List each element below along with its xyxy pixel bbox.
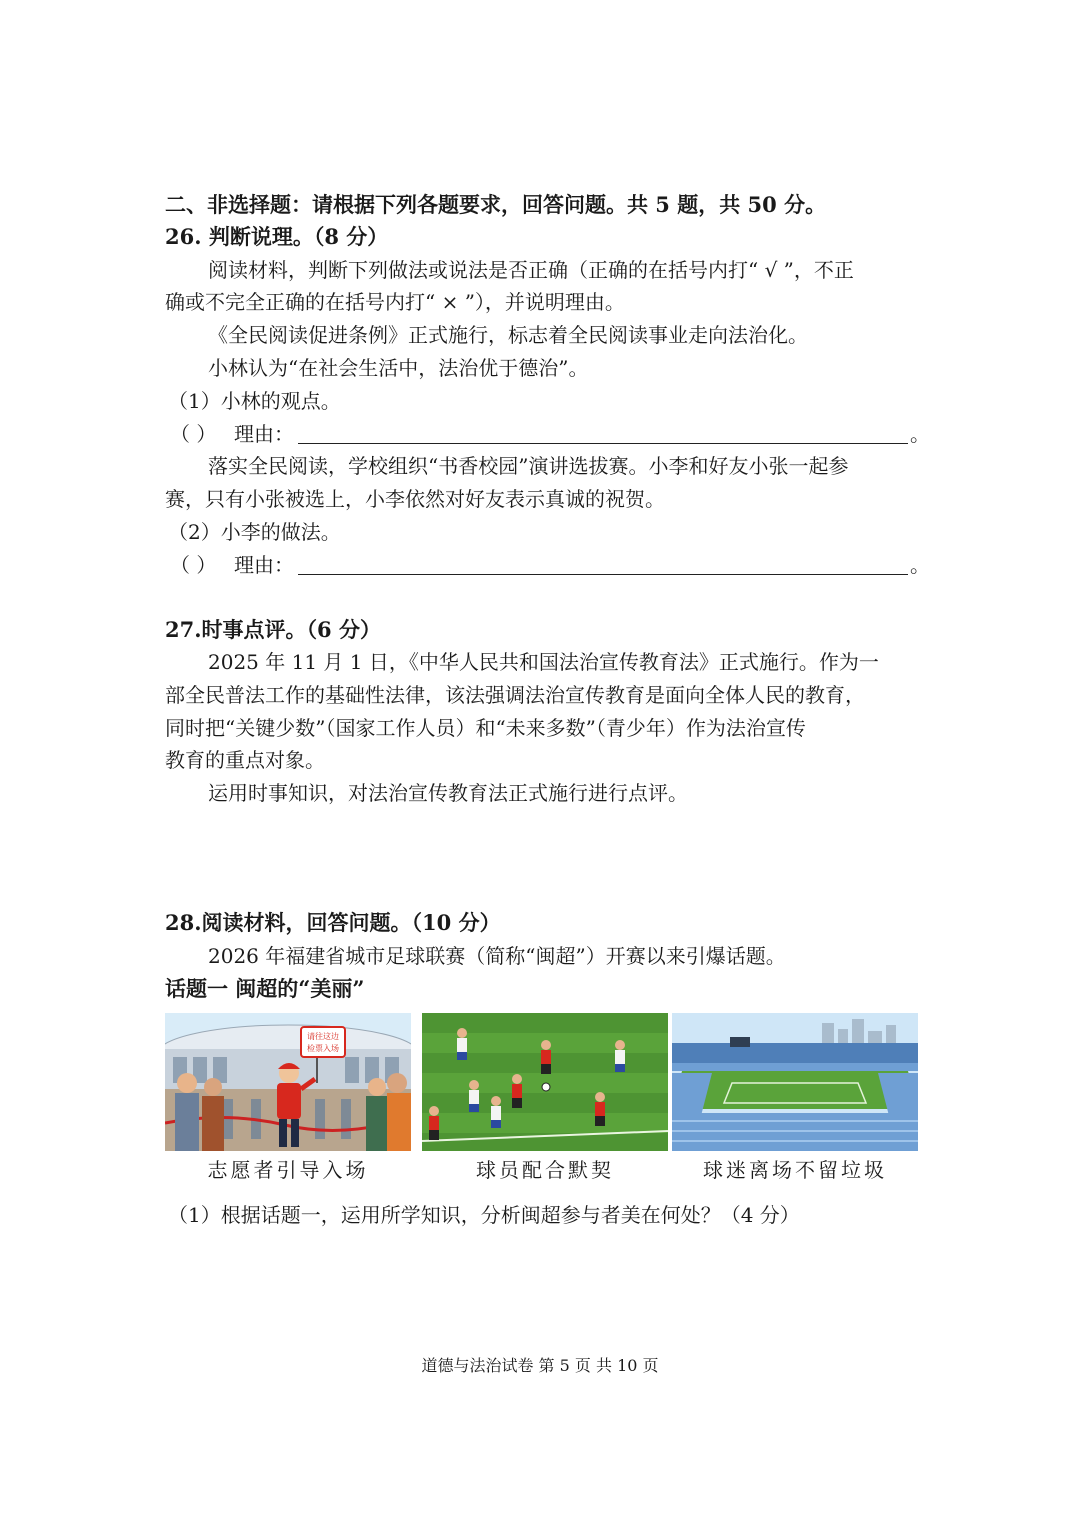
stadium-illustration (672, 1013, 918, 1151)
reason-label: 理由： (234, 553, 294, 577)
q26-sub2: （2）小李的做法。 (168, 520, 341, 544)
q27-paragraph-line2: 部全民普法工作的基础性法律，该法强调法治宣传教育是面向全体人民的教育， (165, 683, 865, 707)
q26-answer-row-1[interactable] (170, 419, 930, 449)
q27-paragraph-line3: 同时把“关键少数”（国家工作人员）和“未来多数”（青少年）作为法治宣传 (165, 716, 806, 740)
reason-label: 理由： (234, 422, 294, 446)
q26-intro-line1: 阅读材料，判断下列做法或说法是否正确（正确的在括号内打“ √ ”，不正 (208, 258, 854, 282)
answer-underline[interactable] (298, 574, 908, 575)
football (542, 1083, 550, 1091)
q26-material2-line2: 赛，只有小张被选上，小李依然对好友表示真诚的祝贺。 (165, 487, 665, 511)
q28-title: 28.阅读材料，回答问题。（10 分） (165, 910, 501, 935)
answer-underline[interactable] (298, 443, 908, 444)
q26-sub1: （1）小林的观点。 (168, 389, 341, 413)
sign-text-line1: 请往这边 (307, 1032, 339, 1041)
caption-players: 球员配合默契 (476, 1158, 614, 1182)
section-heading: 二、非选择题：请根据下列各题要求，回答问题。共 5 题，共 50 分。 (165, 192, 827, 217)
judgement-parentheses[interactable]: （ ） (170, 553, 217, 577)
q28-intro: 2026 年福建省城市足球联赛（简称“闽超”）开赛以来引爆话题。 (208, 944, 786, 968)
q27-paragraph-line4: 教育的重点对象。 (165, 748, 325, 772)
caption-fans: 球迷离场不留垃圾 (703, 1158, 887, 1182)
sign-text-line2: 检票入场 (307, 1044, 339, 1053)
q26-answer-row-2[interactable] (170, 550, 930, 580)
q26-intro-line2: 确或不完全正确的在括号内打“ × ”），并说明理由。 (165, 290, 625, 314)
q26-material2-line1: 落实全民阅读，学校组织“书香校园”演讲选拔赛。小李和好友小张一起参 (208, 454, 849, 478)
q26-material1-line2: 小林认为“在社会生活中，法治优于德治”。 (208, 356, 589, 380)
q26-material1-line1: 《全民阅读促进条例》正式施行，标志着全民阅读事业走向法治化。 (208, 323, 808, 347)
q26-title: 26. 判断说理。（8 分） (165, 224, 389, 249)
caption-volunteer: 志愿者引导入场 (207, 1158, 369, 1182)
line-end-period: 。 (910, 553, 930, 577)
q27-task: 运用时事知识，对法治宣传教育法正式施行进行点评。 (208, 781, 688, 805)
q28-topic1-heading: 话题一 闽超的“美丽” (165, 976, 365, 1001)
judgement-parentheses[interactable]: （ ） (170, 422, 217, 446)
players-illustration (422, 1013, 668, 1151)
page-footer: 道德与法治试卷 第 5 页 共 10 页 (421, 1356, 659, 1375)
q27-paragraph-line1: 2025 年 11 月 1 日，《中华人民共和国法治宣传教育法》正式施行。作为一 (208, 650, 879, 674)
q27-title: 27.时事点评。（6 分） (165, 617, 381, 642)
volunteer-illustration (165, 1013, 411, 1151)
line-end-period: 。 (910, 422, 930, 446)
q28-sub1: （1）根据话题一，运用所学知识，分析闽超参与者美在何处？（4 分） (168, 1203, 800, 1227)
